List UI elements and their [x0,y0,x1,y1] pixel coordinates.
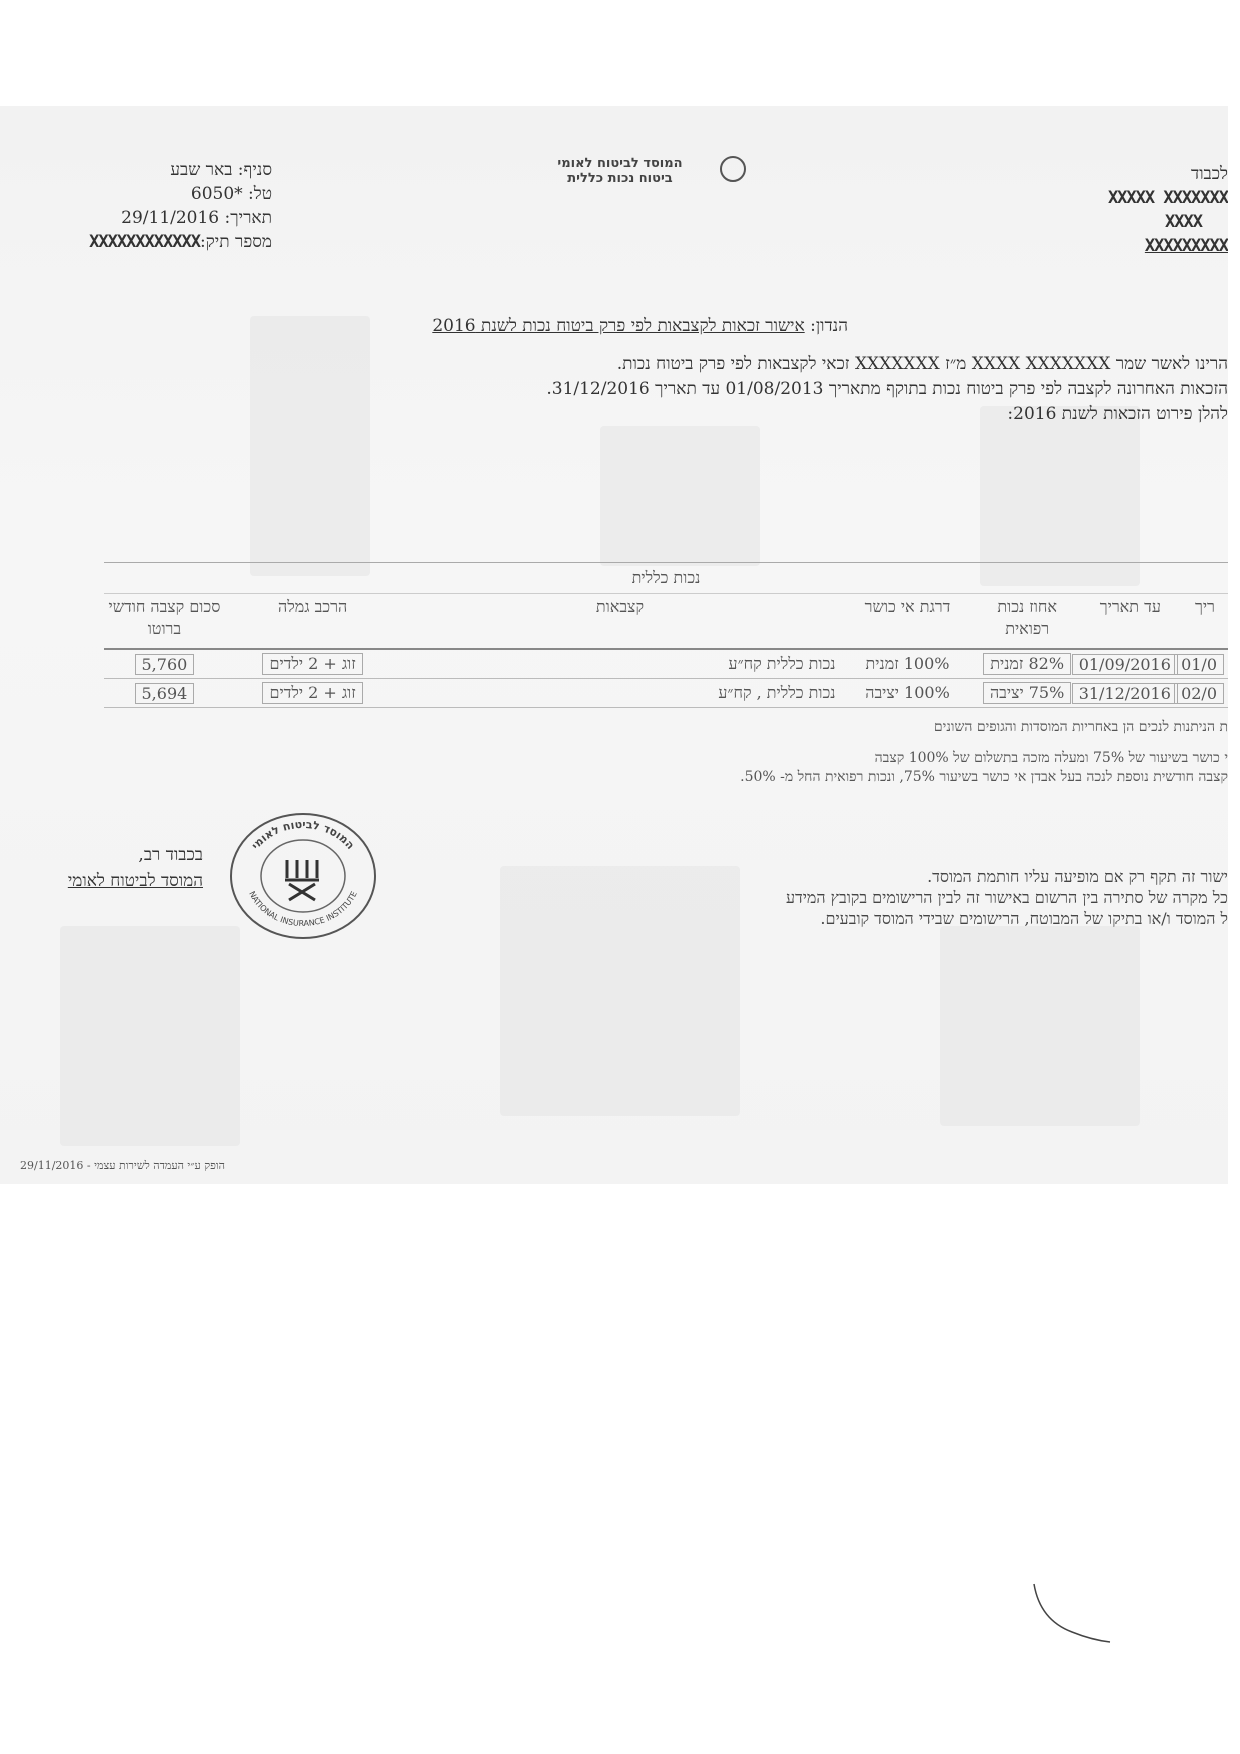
svg-text:NATIONAL INSURANCE INSTITUTE [247,890,359,928]
column-header: עד תאריך [1079,594,1182,650]
group-header: נכות כללית [104,563,1228,594]
footer-print-line: הופק ע״י העמדה לשירות עצמי - 29/11/2016 [20,1159,226,1172]
closing-text: בכבוד רב, [138,845,203,865]
letterhead [520,156,720,186]
table-group-header-row [104,563,1228,594]
scan-ghost [60,926,240,1146]
table-header-row [104,594,1228,650]
confirmation-block [786,866,1228,929]
entitlement-table [104,562,1228,708]
table-cell: 02/0 [1182,679,1228,708]
column-header: סכום קצבה חודשי ברוטו [104,594,225,650]
body-paragraph [546,352,1228,427]
subject-text: אישור זכאות לקצבאות לפי פרק ביטוח נכות לשנת 2016 [432,316,805,336]
body-line: הרינו לאשר שמר XXXX XXXXXXX מ״ז XXXXXXX זכאי לקצבאות לפי פרק ביטוח נכות. [616,354,1228,374]
branch-info [0,158,272,254]
table-cell: 31/12/2016 [1079,679,1182,708]
scan-ghost [940,926,1140,1126]
note-line: קצבה חודשית נוספת לנכה בעל אבדן אי כושר בשיעור 75%, ונכות רפואית החל מ- 50%. [740,769,1228,785]
table-row [104,679,1228,708]
recipient-name-redacted: XXXXX XXXXXXX [1107,188,1228,208]
branch-value: באר שבע [170,160,233,180]
file-number-redacted: XXXXXXXXXXXX [89,232,200,252]
body-line: הזכאות האחרונה לקצבה לפי פרק ביטוח נכות בתוקף מתאריך 01/08/2013 עד תאריך 31/12/2016. [546,379,1228,399]
table-row [104,649,1228,679]
table-cell: 01/09/2016 [1079,649,1182,679]
scan-ghost [500,866,740,1116]
confirmation-line: ישור זה תקף רק אם מופיעה עליו חותמת המוסד. [927,867,1228,886]
recipient-block [1108,162,1228,258]
note-line: ת הניתנות לנכים הן באחריות המוסדות והגופים השונים [933,719,1228,735]
recipient-address-redacted: XXXX [1165,212,1202,232]
file-label: מספר תיק: [199,232,272,252]
phone-value: *6050 [190,184,243,204]
body-line: להלן פירוט הזכאות לשנת 2016: [1007,404,1228,424]
pen-stroke-icon [1030,1580,1120,1650]
scan-ghost [250,316,370,576]
table-cell: נכות כללית , קח״ע [400,679,839,708]
signature-block [28,842,203,894]
scanned-letter [0,106,1228,1184]
date-label: תאריך: [224,208,272,228]
stamp-english-text: NATIONAL INSURANCE INSTITUTE [247,889,359,929]
official-stamp-icon [225,808,380,943]
column-header: קצבאות [400,594,839,650]
subject-label: הנדון: [810,316,848,336]
confirmation-line: כל מקרה של סתירה בין הרשום באישור זה לבין הרישומים בקובץ המידע [785,888,1228,907]
table-cell: 5,694 [104,679,225,708]
table-cell: 5,760 [104,649,225,679]
table-cell: 75% יציבה [976,679,1079,708]
scan-ghost [980,406,1140,586]
column-header: דרגת אי כושר [839,594,975,650]
column-header: הרכב גמלה [225,594,401,650]
note-line: י כושר בשיעור של 75% ומעלה מזכה בתשלום של 100% קצבה [874,750,1228,766]
table-cell: 01/0 [1182,649,1228,679]
table-cell: 82% זמנית [976,649,1079,679]
table-cell: 100% יציבה [839,679,975,708]
table-cell: זוג + 2 ילדים [225,679,401,708]
confirmation-line: ל המוסד ו/או בתיקו של המבוטח, הרישומים שבידי המוסד קובעים. [820,909,1228,928]
org-name: המוסד לביטוח לאומי [557,156,683,171]
date-value: 29/11/2016 [121,208,220,228]
column-header: אחוז נכות רפואית [976,594,1079,650]
notes-block [740,718,1228,787]
scan-ghost [600,426,760,566]
column-header: ריך [1182,594,1228,650]
signature-org: המוסד לביטוח לאומי [67,871,203,891]
phone-label: טל: [248,184,272,204]
subject-line [432,316,848,336]
table-cell: 100% זמנית [839,649,975,679]
table-cell: נכות כללית קח״ע [400,649,839,679]
salutation: לכבוד [1191,164,1228,184]
department-name: ביטוח נכות כללית [567,171,673,186]
branch-label: סניף: [237,160,272,180]
nii-logo-icon [720,156,746,182]
table-cell: זוג + 2 ילדים [225,649,401,679]
stamp-hebrew-text: המוסד לביטוח לאומי [248,817,357,852]
recipient-city-redacted: XXXXXXXXX [1144,236,1228,256]
